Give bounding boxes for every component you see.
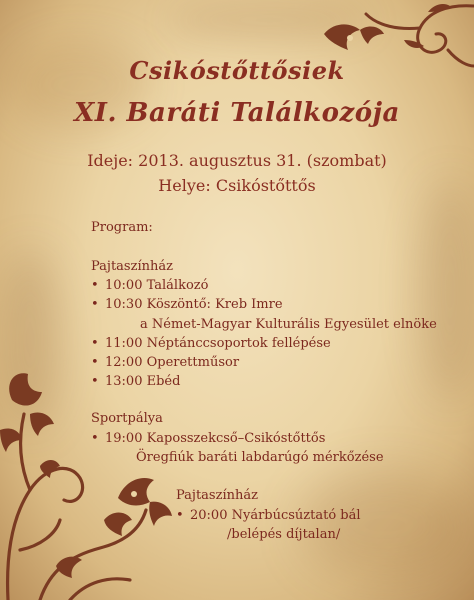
program-item-continuation: a Német-Magyar Kulturális Egyesület elnöke bbox=[140, 317, 437, 332]
event-title-line1: Csikóstőttősiek bbox=[129, 56, 345, 85]
event-place: Helye: Csikóstőttős bbox=[158, 176, 316, 195]
program-item bbox=[91, 278, 208, 293]
program-item bbox=[91, 355, 239, 370]
section-heading-pajtaszinhaz-1: Pajtaszínház bbox=[91, 259, 173, 274]
program-item-text: 10:00 Találkozó bbox=[105, 278, 209, 293]
bullet-icon: • bbox=[91, 355, 99, 370]
program-item-text: 19:00 Kaposszekcső–Csikóstőttős bbox=[105, 431, 326, 446]
section-heading-sportpalya: Sportpálya bbox=[91, 411, 163, 426]
program-item-text: 11:00 Néptánccsoportok fellépése bbox=[105, 336, 331, 351]
bullet-icon: • bbox=[91, 336, 99, 351]
program-item-continuation: Öregfiúk baráti labdarúgó mérkőzése bbox=[136, 450, 384, 465]
program-item bbox=[91, 374, 180, 389]
program-item-text: 20:00 Nyárbúcsúztató bál bbox=[190, 508, 361, 523]
program-item bbox=[91, 431, 325, 446]
bullet-icon: • bbox=[91, 297, 99, 312]
program-item-text: 12:00 Operettműsor bbox=[105, 355, 240, 370]
program-item-text: 10:30 Köszöntő: Kreb Imre bbox=[105, 297, 283, 312]
event-date: Ideje: 2013. augusztus 31. (szombat) bbox=[87, 151, 387, 170]
section-heading-pajtaszinhaz-2: Pajtaszínház bbox=[176, 488, 258, 503]
program-item bbox=[176, 508, 361, 523]
program-item-continuation: /belépés díjtalan/ bbox=[227, 527, 341, 542]
bullet-icon: • bbox=[176, 508, 184, 523]
program-label: Program: bbox=[91, 220, 153, 235]
floral-ornament-bottom-left bbox=[0, 370, 175, 600]
bullet-icon: • bbox=[91, 374, 99, 389]
bullet-icon: • bbox=[91, 278, 99, 293]
program-item-text: 13:00 Ebéd bbox=[105, 374, 181, 389]
event-title-line2: XI. Baráti Találkozója bbox=[74, 98, 400, 128]
program-item bbox=[91, 297, 283, 312]
bullet-icon: • bbox=[91, 431, 99, 446]
program-item bbox=[91, 336, 331, 351]
